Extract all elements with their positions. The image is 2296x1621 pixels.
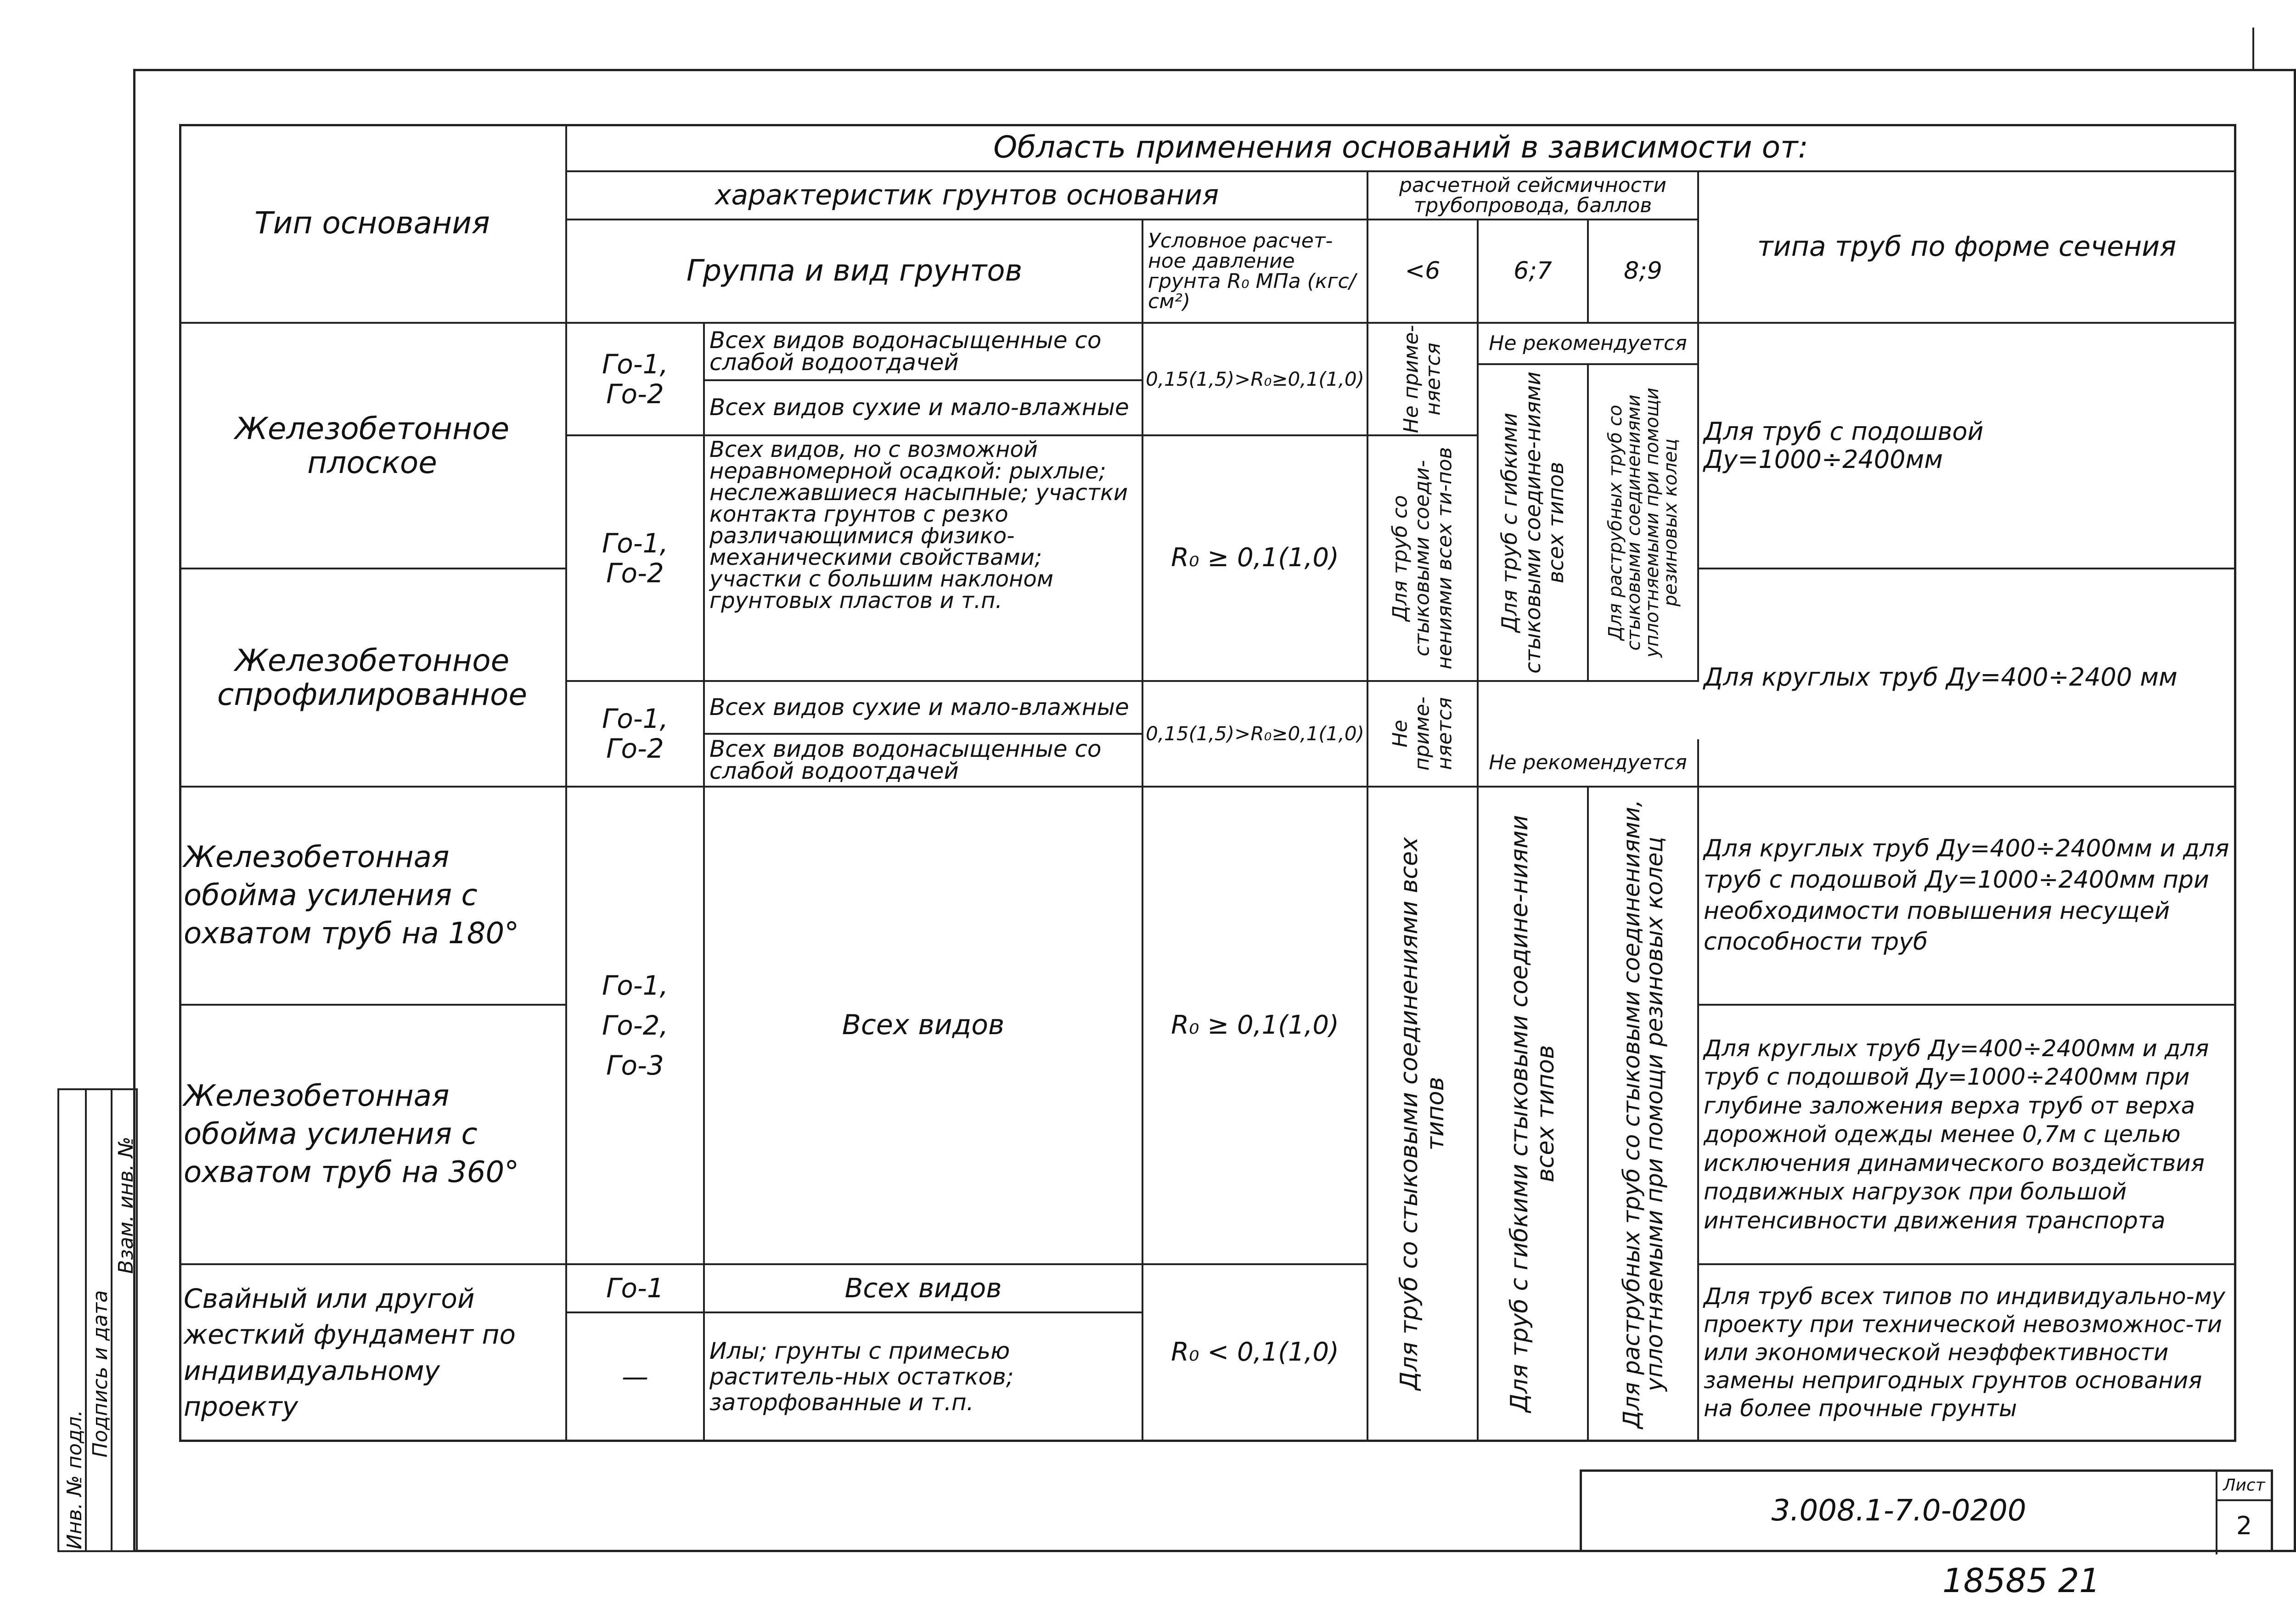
foundation-table	[179, 124, 2236, 1442]
soil-mid: Всех видов, но с возможной неравномерной осадкой: рыхлые; неслежавшиеся насыпные; участки контакта грунтов с резко различающимися физико-механическими свойствами; участки с большим наклоном грунтовых пластов и т.п.	[705, 436, 1143, 682]
not-applied-profiled: Не приме-няется	[1388, 697, 1457, 771]
group-flat-1: Го-1, Го-2	[567, 324, 705, 436]
group-pile-2: —	[567, 1313, 705, 1442]
pipe-cage180: Для круглых труб Ду=400÷2400мм и для труб с подошвой Ду=1000÷2400мм при необходимости повышения несущей способности труб	[1699, 788, 2236, 1006]
title-block	[1580, 1469, 2273, 1552]
pipe-type-header: типа труб по форме сечения	[1699, 172, 2236, 324]
v-67-cage: Для труб с гибкими стыковыми соедине-ниями всех типов	[1505, 815, 1559, 1413]
seis-lt6-header: <6	[1368, 220, 1479, 324]
group-header: Группа и вид грунтов	[567, 220, 1143, 324]
area-header: Область применения оснований в зависимости от:	[567, 124, 2236, 172]
pressure-mid: R₀ ≥ 0,1(1,0)	[1143, 436, 1368, 682]
soil-pile-1: Всех видов	[705, 1265, 1143, 1313]
seis-67-mid	[1479, 365, 1589, 682]
sidebar-stamp	[57, 1088, 138, 1552]
seis-lt6-cage	[1368, 788, 1479, 1442]
type-profiled: Железобетонное спрофилированное	[179, 569, 567, 788]
sidebar-sign-label: Подпись и дата	[89, 1290, 112, 1458]
soil-char-header: характеристик грунтов основания	[567, 172, 1368, 220]
sidebar-replace-label: Взам. инв. №	[114, 1137, 138, 1274]
pressure-header: Условное расчет-ное давление грунта R₀ МПа (кгс/см²)	[1143, 220, 1368, 324]
type-cage180: Железобетонная обойма усиления с охватом труб на 180°	[179, 788, 567, 1006]
pressure-pile: R₀ < 0,1(1,0)	[1143, 1265, 1368, 1442]
group-mid: Го-1, Го-2	[567, 436, 705, 682]
group-profiled: Го-1, Го-2	[567, 682, 705, 788]
type-header: Тип основания	[179, 124, 567, 324]
pipe-cage360: Для круглых труб Ду=400÷2400мм и для труб с подошвой Ду=1000÷2400мм при глубине заложения верха труб от верха дорожной одежды менее 0,7м с целью исключения динамического воздействия подвижных нагрузок при большой интенсивности движения транспорта	[1699, 1006, 2236, 1265]
type-flat: Железобетонное плоское	[179, 324, 567, 569]
seis-89-mid	[1589, 365, 1699, 682]
sidebar-inv-label: Инв. № подл.	[63, 1410, 86, 1549]
sheet-cell	[2216, 1472, 2271, 1554]
seis-lt6-mid	[1368, 436, 1479, 682]
v-89-cage: Для раструбных труб со стыковыми соединениями, уплотняемыми при помощи резиновых колец	[1618, 799, 1668, 1429]
doc-code: 3.008.1-7.0-0200	[1771, 1494, 2026, 1528]
frame-tick	[2252, 28, 2254, 69]
v-89-mid: Для раструбных труб со стыковыми соединениями уплотняемыми при помощи резиновых колец	[1605, 388, 1681, 658]
pressure-cage: R₀ ≥ 0,1(1,0)	[1143, 788, 1368, 1265]
pressure-profiled: 0,15(1,5)>R₀≥0,1(1,0)	[1143, 682, 1368, 788]
v-lt6-cage: Для труб со стыковыми соединениями всех типов	[1395, 837, 1449, 1390]
seis-89-cage	[1589, 788, 1699, 1442]
group-pile-1: Го-1	[567, 1265, 705, 1313]
seis-67-header: 6;7	[1479, 220, 1589, 324]
soil-profiled-a: Всех видов сухие и мало-влажные	[705, 682, 1143, 735]
not-recommended-flat: Не рекомендуется	[1479, 324, 1699, 365]
pressure-flat: 0,15(1,5)>R₀≥0,1(1,0)	[1143, 324, 1368, 436]
seis-lt6-flat	[1368, 324, 1479, 436]
archive-number: 18585 21	[1942, 1561, 2100, 1600]
soil-profiled-b: Всех видов водонасыщенные со слабой водоотдачей	[705, 735, 1143, 788]
soil-flat-1a: Всех видов водонасыщенные со слабой водоотдачей	[705, 324, 1143, 381]
pipe-flat: Для труб с подошвой Ду=1000÷2400мм	[1699, 324, 2236, 569]
type-pile: Свайный или другой жесткий фундамент по индивидуальному проекту	[179, 1265, 567, 1442]
v-67-mid: Для труб с гибкими стыковыми соедине-ниями всех типов	[1497, 371, 1569, 674]
seis-lt6-profiled	[1368, 682, 1479, 788]
seis-67-cage	[1479, 788, 1589, 1442]
v-lt6-mid: Для труб со стыковыми соеди-нениями всех ти-пов	[1388, 447, 1457, 670]
not-recommended-profiled: Не рекомендуется	[1479, 739, 1699, 788]
pipe-pile: Для труб всех типов по индивидуально-му проекту при технической невозможнос-ти или экономической неэффективности замены непригодных грунтов основания на более прочные грунты	[1699, 1265, 2236, 1442]
type-cage360: Железобетонная обойма усиления с охватом труб на 360°	[179, 1006, 567, 1265]
sheet-label: Лист	[2217, 1472, 2271, 1501]
sheet-number: 2	[2236, 1511, 2252, 1540]
soil-pile-2: Илы; грунты с примесью раститель-ных остатков; заторфованные и т.п.	[705, 1313, 1143, 1442]
seis-89-header: 8;9	[1589, 220, 1699, 324]
pipe-profiled: Для круглых труб Ду=400÷2400 мм	[1699, 569, 2236, 788]
not-applied-flat: Не приме-няется	[1399, 325, 1445, 433]
soil-flat-1b: Всех видов сухие и мало-влажные	[705, 381, 1143, 436]
seismic-header: расчетной сейсмичности трубопровода, баллов	[1368, 172, 1699, 220]
group-cage: Го-1, Го-2, Го-3	[567, 788, 705, 1265]
soil-cage: Всех видов	[705, 788, 1143, 1265]
